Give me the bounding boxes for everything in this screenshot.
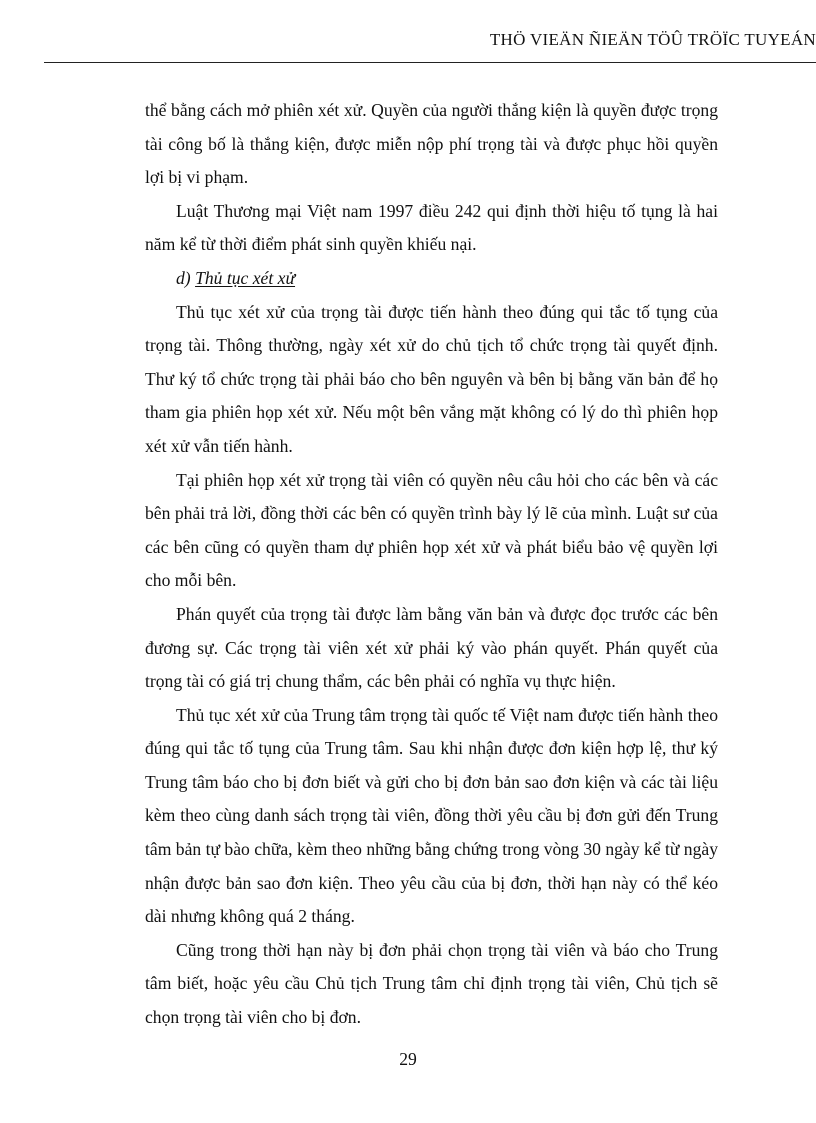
page-header-title: THÖ VIEÄN ÑIEÄN TÖÛ TRÖÏC TUYEÁN (489, 30, 816, 49)
paragraph: Tại phiên họp xét xử trọng tài viên có quyền nêu câu hỏi cho các bên và các bên phải trả lời, đồng thời các bên có quyền trình bày lý lẽ của mình. Luật sư của các bên cũng có quyền tham dự phiên họp xét xử và phát biểu bảo vệ quyền lợi cho mỗi bên. (145, 469, 718, 591)
paragraph-continuation: thể bằng cách mở phiên xét xử. Quyền của người thắng kiện là quyền được trọng tài công bố là thắng kiện, được miễn nộp phí trọng tài và được phục hồi quyền lợi bị vi phạm. (145, 100, 718, 188)
subheading-letter: d) (176, 267, 191, 288)
section-subheading (145, 262, 718, 296)
page-number: 29 (399, 1049, 417, 1069)
subheading-title: Thủ tục xét xử (195, 267, 296, 288)
paragraph: Phán quyết của trọng tài được làm bằng văn bản và được đọc trước các bên đương sự. Các trọng tài viên xét xử phải ký vào phán quyết. Phán quyết của trọng tài có giá trị chung thẩm, các bên phải có nghĩa vụ thực hiện. (145, 603, 718, 692)
paragraph: Luật Thương mại Việt nam 1997 điều 242 qui định thời hiệu tố tụng là hai năm kể từ thời điểm phát sinh quyền khiếu nại. (145, 200, 718, 255)
paragraph: Cũng trong thời hạn này bị đơn phải chọn trọng tài viên và báo cho Trung tâm biết, hoặc yêu cầu Chủ tịch Trung tâm chỉ định trọng tài viên, Chủ tịch sẽ chọn trọng tài viên cho bị đơn. (145, 939, 718, 1028)
header-rule (44, 62, 816, 63)
paragraph: Thủ tục xét xử của Trung tâm trọng tài quốc tế Việt nam được tiến hành theo đúng qui tắc tố tụng của Trung tâm. Sau khi nhận được đơn kiện hợp lệ, thư ký Trung tâm báo cho bị đơn biết và gửi cho bị đơn bản sao đơn kiện và các tài liệu kèm theo cùng danh sách trọng tài viên, đồng thời yêu cầu bị đơn gửi đến Trung tâm bản tự bào chữa, kèm theo những bằng chứng trong vòng 30 ngày kể từ ngày nhận được bản sao đơn kiện. Theo yêu cầu của bị đơn, thời hạn này có thể kéo dài nhưng không quá 2 tháng. (145, 704, 718, 927)
document-body (145, 94, 718, 1035)
paragraph: Thủ tục xét xử của trọng tài được tiến hành theo đúng qui tắc tố tụng của trọng tài. Thông thường, ngày xét xử do chủ tịch tổ chức trọng tài quyết định. Thư ký tổ chức trọng tài phải báo cho bên nguyên và bên bị bằng văn bản để họ tham gia phiên họp xét xử. Nếu một bên vắng mặt không có lý do thì phiên họp xét xử vẫn tiến hành. (145, 301, 718, 456)
